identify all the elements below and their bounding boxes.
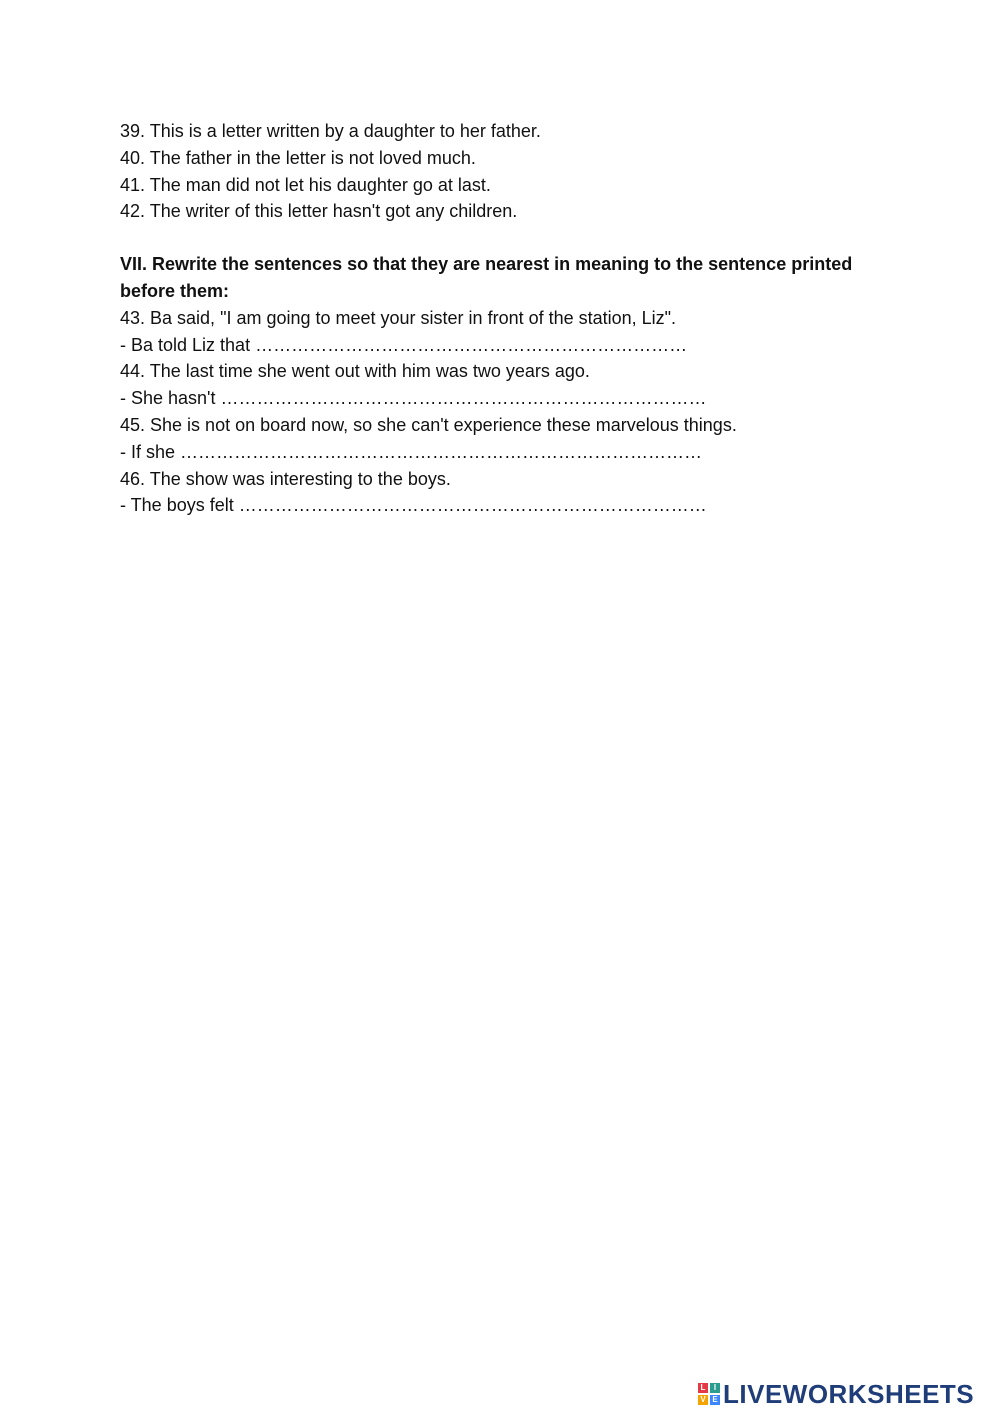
worksheet-content (120, 118, 900, 519)
question-43: 43. Ba said, "I am going to meet your sister in front of the station, Liz". (120, 307, 677, 328)
logo-squares-icon (698, 1383, 720, 1405)
question-46: 46. The show was interesting to the boys. (120, 468, 451, 489)
statement-39: 39. This is a letter written by a daughter to her father. (120, 121, 541, 141)
logo-square-e: E (710, 1395, 720, 1405)
logo-square-i: I (710, 1383, 720, 1393)
statement-42: 42. The writer of this letter hasn't got any children. (120, 201, 518, 222)
answer-line-45[interactable]: - If she …………………………………………………………………………… (120, 441, 703, 462)
statement-40: 40. The father in the letter is not loved much. (120, 147, 476, 168)
answer-line-44[interactable]: - She hasn't ……………………………………………………………………… (120, 388, 707, 409)
section-7-heading: VII. Rewrite the sentences so that they are nearest in meaning to the sentence printed before them: (120, 254, 853, 301)
answer-line-43[interactable]: - Ba told Liz that ……………………………………………………………… (120, 334, 688, 355)
section-gap (120, 225, 900, 251)
answer-line-46[interactable]: - The boys felt …………………………………………………………………… (120, 495, 707, 516)
question-45: 45. She is not on board now, so she can't experience these marvelous things. (120, 414, 737, 435)
statement-41: 41. The man did not let his daughter go at last. (120, 174, 491, 195)
logo-text: LIVEWORKSHEETS (723, 1378, 975, 1409)
logo-square-l: L (698, 1383, 708, 1393)
liveworksheets-logo (698, 1376, 974, 1412)
question-44: 44. The last time she went out with him was two years ago. (120, 361, 590, 382)
logo-square-v: V (698, 1395, 708, 1405)
